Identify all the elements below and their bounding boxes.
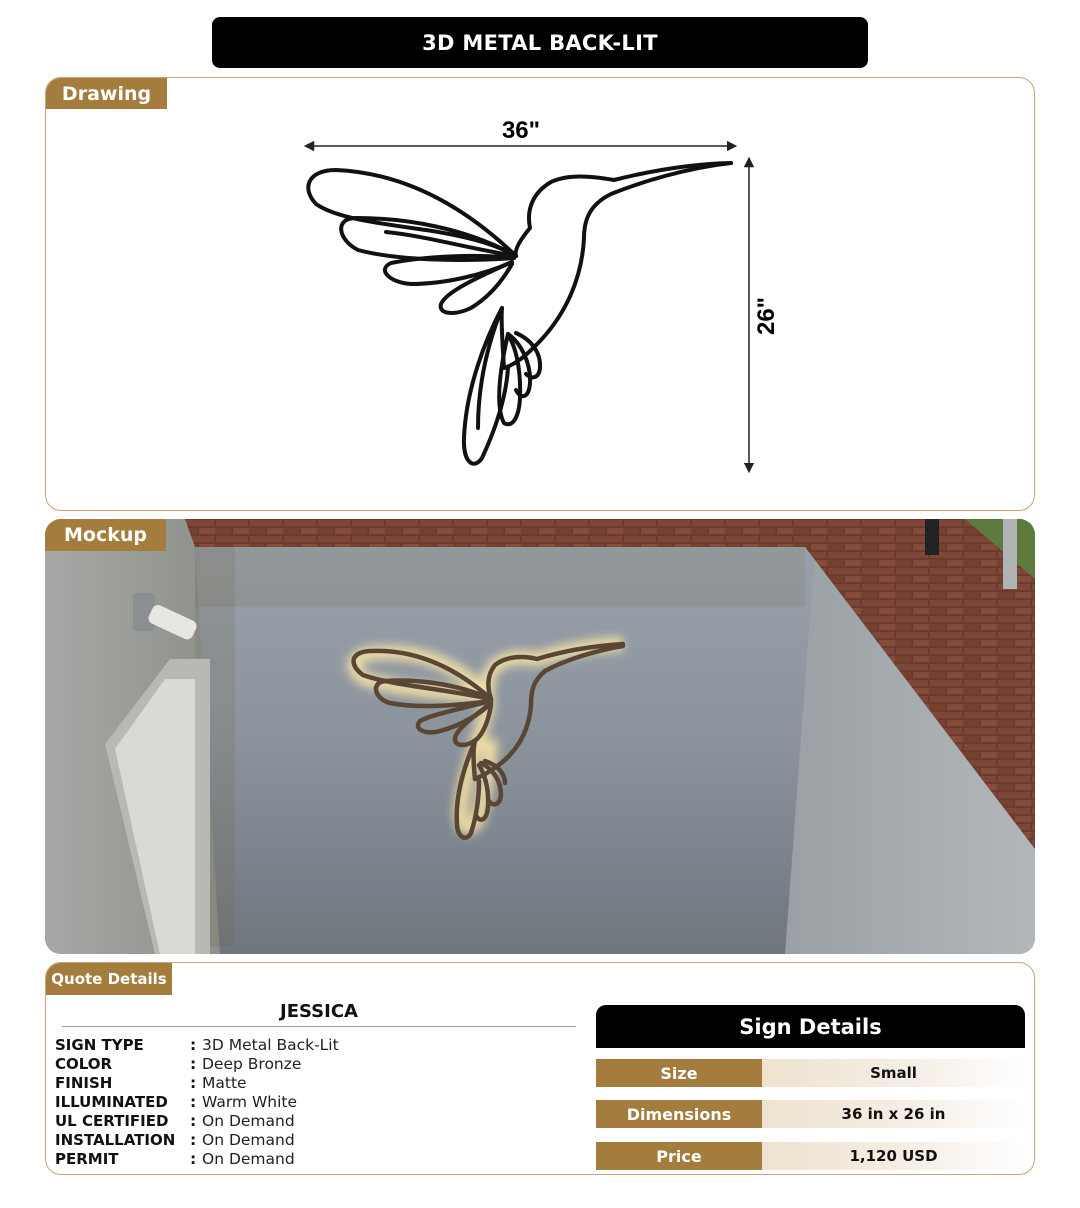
spec-row-color <box>55 1054 301 1073</box>
width-label: 36" <box>501 117 541 144</box>
spec-value: Deep Bronze <box>202 1054 302 1073</box>
spec-row-permit <box>55 1149 295 1168</box>
spec-value: 3D Metal Back-Lit <box>202 1035 339 1054</box>
spec-value: Matte <box>202 1073 247 1092</box>
spec-value: On Demand <box>202 1130 295 1149</box>
spec-label: COLOR <box>55 1054 113 1073</box>
sign-detail-value: Small <box>762 1059 1025 1087</box>
spec-colon: : <box>190 1092 197 1111</box>
spec-row-illuminated <box>55 1092 297 1111</box>
spec-row-finish <box>55 1073 247 1092</box>
spec-row-installation <box>55 1130 295 1149</box>
page-title: 3D METAL BACK-LIT <box>212 17 868 68</box>
customer-name: JESSICA <box>280 1001 358 1022</box>
sign-detail-key: Price <box>596 1142 762 1170</box>
sign-detail-key: Dimensions <box>596 1100 762 1128</box>
spec-label: FINISH <box>55 1073 113 1092</box>
sign-detail-value: 1,120 USD <box>762 1142 1025 1170</box>
sign-detail-value: 36 in x 26 in <box>762 1100 1025 1128</box>
spec-colon: : <box>190 1111 197 1130</box>
spec-value: On Demand <box>202 1111 295 1130</box>
drawing-tab: Drawing <box>46 78 167 109</box>
sign-detail-price <box>596 1142 1025 1170</box>
drawing-panel <box>45 77 1035 511</box>
mockup-photo <box>45 519 1035 954</box>
spec-value: Warm White <box>202 1092 298 1111</box>
sign-detail-key: Size <box>596 1059 762 1087</box>
sign-detail-size <box>596 1059 1025 1087</box>
spec-label: ILLUMINATED <box>55 1092 168 1111</box>
quote-tab: Quote Details <box>46 963 172 995</box>
mockup-tab: Mockup <box>45 519 166 551</box>
name-divider <box>62 1026 576 1027</box>
hummingbird-drawing <box>46 78 1035 511</box>
hummingbird-outline <box>308 163 731 464</box>
sign-detail-dimensions <box>596 1100 1025 1128</box>
spec-colon: : <box>190 1149 197 1168</box>
spec-colon: : <box>190 1054 197 1073</box>
sign-details-title: Sign Details <box>596 1005 1025 1048</box>
spec-colon: : <box>190 1035 197 1054</box>
spec-row-sign-type <box>55 1035 339 1054</box>
spec-colon: : <box>190 1073 197 1092</box>
mockup-panel <box>45 519 1035 954</box>
spec-value: On Demand <box>202 1149 295 1168</box>
spec-label: PERMIT <box>55 1149 119 1168</box>
spec-label: SIGN TYPE <box>55 1035 144 1054</box>
spec-colon: : <box>190 1130 197 1149</box>
spec-label: UL CERTIFIED <box>55 1111 169 1130</box>
height-label: 26" <box>753 296 780 336</box>
spec-row-ul-certified <box>55 1111 295 1130</box>
spec-label: INSTALLATION <box>55 1130 176 1149</box>
